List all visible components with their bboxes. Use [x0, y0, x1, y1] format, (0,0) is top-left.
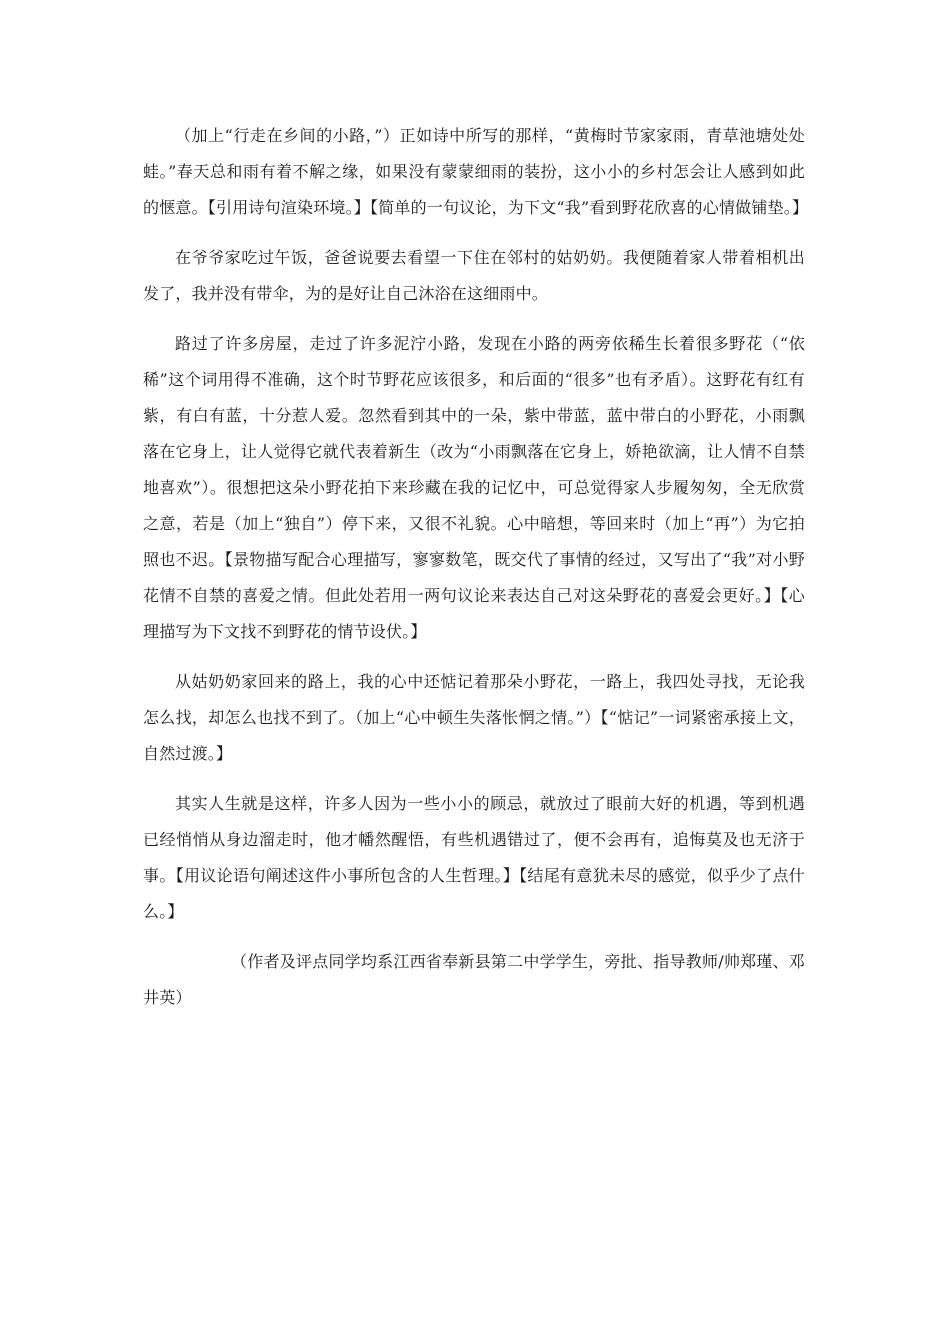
paragraph-3: 路过了许多房屋，走过了许多泥泞小路，发现在小路的两旁依稀生长着很多野花（“依稀”这个词用得不准确，这个时节野花应该很多，和后面的“很多”也有矛盾）。这野花有红有紫，有白有蓝，十分惹人爱。忽然看到其中的一朵，紫中带蓝，蓝中带白的小野花，小雨飘落在它身上，让人觉得它就代表着新生（改为“小雨飘落在它身上，娇艳欲滴，让人情不自禁地喜欢”）。很想把这朵小野花拍下来珍藏在我的记忆中，可总觉得家人步履匆匆，全无欣赏之意，若是（加上“独自”）停下来，又很不礼貌。心中暗想，等回来时（加上“再”）为它拍照也不迟。【景物描写配合心理描写，寥寥数笔，既交代了事情的经过，又写出了“我”对小野花情不自禁的喜爱之情。但此处若用一两句议论来表达自己对这朵野花的喜爱会更好。】【心理描写为下文找不到野花的情节设伏。】	[143, 334, 805, 641]
paragraph-4: 从姑奶奶家回来的路上，我的心中还惦记着那朵小野花，一路上，我四处寻找，无论我怎么找，却怎么也找不到了。（加上“心中顿生失落怅惘之情。”）【“惦记”一词紧密承接上文，自然过渡。】	[143, 672, 805, 763]
paragraph-5: 其实人生就是这样，许多人因为一些小小的顾忌，就放过了眼前大好的机遇，等到机遇已经悄悄从身边溜走时，他才幡然醒悟，有些机遇错过了，便不会再有，追悔莫及也无济于事。【用议论语句阐述这件小事所包含的人生哲理。】【结尾有意犹未尽的感觉，似乎少了点什么。】	[143, 794, 805, 921]
document-page	[143, 118, 809, 1030]
paragraph-2: 在爷爷家吃过午饭，爸爸说要去看望一下住在邻村的姑奶奶。我便随着家人带着相机出发了，我并没有带伞，为的是好让自己沐浴在这细雨中。	[143, 248, 805, 303]
paragraph-1: （加上“行走在乡间的小路，”）正如诗中所写的那样，“黄梅时节家家雨，青草池塘处处蛙。”春天总和雨有着不解之缘，如果没有蒙蒙细雨的装扮，这小小的乡村怎会让人感到如此的惬意。【引用诗句渲染环境。】【简单的一句议论，为下文“我”看到野花欣喜的心情做铺垫。】	[143, 126, 809, 217]
author-credit: （作者及评点同学均系江西省奉新县第二中学学生，旁批、指导教师/帅郑瑾、邓井英）	[143, 952, 805, 1007]
